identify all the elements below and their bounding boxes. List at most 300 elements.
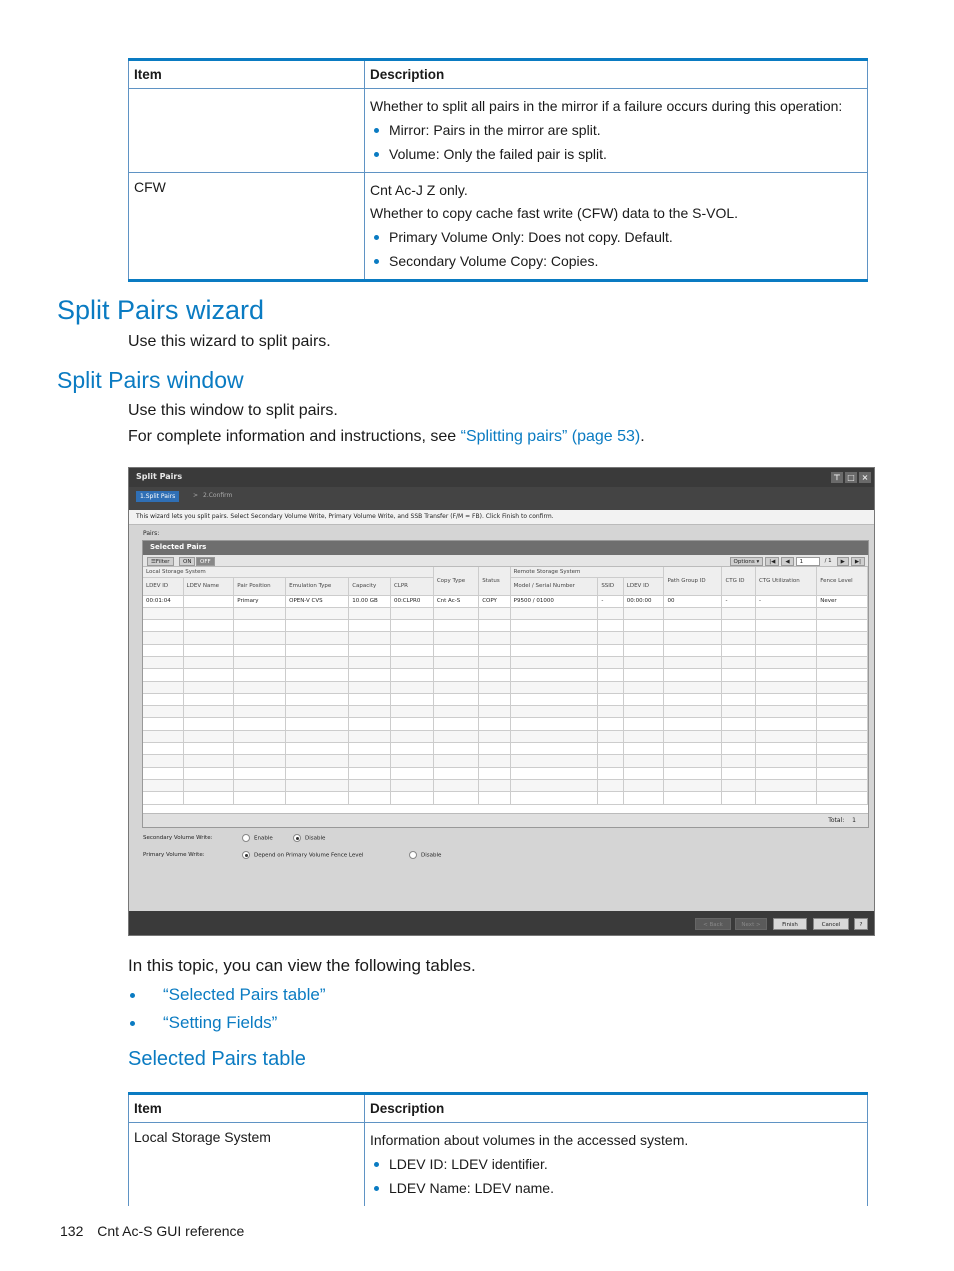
grid-cell-empty — [234, 706, 286, 718]
page-number: 132 — [60, 1223, 84, 1239]
cancel-button[interactable]: Cancel — [813, 918, 849, 930]
grid-cell-empty — [433, 743, 478, 755]
col-header[interactable]: Pair Position — [234, 577, 286, 595]
grid-cell-empty — [722, 755, 755, 767]
grid-cell-empty — [143, 743, 183, 755]
table-header-description: Description — [365, 1094, 868, 1123]
grid-cell-empty — [755, 607, 816, 619]
grid-cell-empty — [755, 792, 816, 804]
grid-cell-empty — [623, 718, 664, 730]
table-row — [129, 1123, 868, 1207]
grid-cell-empty — [664, 718, 722, 730]
grid-cell-empty — [664, 792, 722, 804]
svw-disable-option[interactable] — [293, 834, 325, 842]
grid-cell-empty — [479, 779, 510, 791]
splitting-pairs-link[interactable]: “Splitting pairs” (page 53) — [460, 428, 641, 445]
grid-cell-empty — [598, 779, 623, 791]
grid-cell-empty — [390, 656, 433, 668]
grid-cell-empty — [623, 767, 664, 779]
grid-cell-empty — [817, 755, 868, 767]
pvw-disable-option[interactable] — [409, 851, 441, 859]
col-header[interactable]: Fence Level — [817, 567, 868, 595]
grid-cell-empty — [433, 607, 478, 619]
step-split-pairs: 1.Split Pairs — [136, 491, 179, 502]
grid-cell-empty — [390, 632, 433, 644]
split-pairs-wizard-heading: Split Pairs wizard — [57, 295, 265, 325]
col-header[interactable]: Capacity — [349, 577, 391, 595]
grid-cell-empty — [598, 656, 623, 668]
svw-enable-label: Enable — [254, 835, 273, 842]
help-icon[interactable]: ? — [854, 918, 868, 930]
grid-cell: Cnt Ac-S — [433, 595, 478, 607]
grid-cell-empty — [183, 620, 234, 632]
list-item: Volume: Only the failed pair is split. — [370, 142, 862, 166]
grid-cell-empty — [183, 792, 234, 804]
table-header-item: Item — [129, 1094, 365, 1123]
grid-cell-empty — [755, 693, 816, 705]
grid-cell-empty — [349, 706, 391, 718]
grid-cell: - — [598, 595, 623, 607]
finish-button[interactable]: Finish — [773, 918, 807, 930]
grid-cell-empty — [623, 644, 664, 656]
grid-cell-empty — [286, 669, 349, 681]
grid-cell-empty — [234, 632, 286, 644]
grid-cell-empty — [598, 743, 623, 755]
svw-enable-option[interactable] — [242, 834, 273, 842]
grid-cell-empty — [755, 620, 816, 632]
pin-icon[interactable]: ⊤ — [831, 472, 843, 483]
group-remote-storage: Remote Storage System — [510, 567, 664, 577]
grid-cell-empty — [286, 792, 349, 804]
grid-cell-empty — [722, 743, 755, 755]
grid-cell-empty — [390, 767, 433, 779]
grid-cell-empty — [623, 779, 664, 791]
grid-cell-empty — [755, 644, 816, 656]
grid-cell-empty — [510, 718, 598, 730]
grid-cell-empty — [664, 706, 722, 718]
grid-cell-empty — [817, 644, 868, 656]
grid-cell-empty — [390, 693, 433, 705]
grid-cell-empty — [286, 607, 349, 619]
filter-on-toggle[interactable]: ON — [179, 557, 195, 566]
pairs-label: Pairs: — [143, 530, 160, 537]
grid-cell-empty — [623, 656, 664, 668]
grid-cell-empty — [143, 730, 183, 742]
grid-cell: COPY — [479, 595, 510, 607]
col-header[interactable]: Status — [479, 567, 510, 595]
grid-cell: 00:01:04 — [143, 595, 183, 607]
table-row-empty — [143, 607, 868, 619]
grid-cell-empty — [598, 755, 623, 767]
table-row — [129, 173, 868, 281]
table-row-empty — [143, 779, 868, 791]
grid-cell-empty — [390, 681, 433, 693]
grid-cell-empty — [755, 656, 816, 668]
grid-cell-empty — [817, 669, 868, 681]
grid-cell-empty — [234, 669, 286, 681]
table-row-empty — [143, 656, 868, 668]
table-row-empty — [143, 755, 868, 767]
grid-cell-empty — [510, 693, 598, 705]
grid-cell-empty — [183, 632, 234, 644]
last-page-icon[interactable]: ▶| — [851, 557, 865, 566]
selected-pairs-table-link[interactable]: “Selected Pairs table” — [163, 985, 326, 1004]
grid-cell-empty — [598, 767, 623, 779]
grid-cell-empty — [623, 632, 664, 644]
selected-pairs-title: Selected Pairs — [143, 541, 868, 555]
grid-cell-empty — [349, 632, 391, 644]
grid-cell-empty — [234, 718, 286, 730]
grid-cell-empty — [183, 743, 234, 755]
grid-cell-empty — [143, 693, 183, 705]
col-header[interactable]: LDEV ID — [623, 577, 664, 595]
grid-cell-empty — [390, 792, 433, 804]
grid-cell-empty — [286, 718, 349, 730]
col-header[interactable]: LDEV Name — [183, 577, 234, 595]
window-info — [128, 428, 645, 446]
grid-cell-empty — [510, 743, 598, 755]
radio-icon[interactable] — [409, 851, 417, 859]
primary-volume-write-label: Primary Volume Write: — [143, 852, 205, 858]
grid-cell-empty — [433, 681, 478, 693]
grid-cell-empty — [433, 706, 478, 718]
table-row-empty — [143, 644, 868, 656]
grid-cell-empty — [349, 792, 391, 804]
back-button[interactable]: < Back — [695, 918, 731, 930]
radio-icon[interactable] — [242, 834, 250, 842]
grid-cell-empty — [510, 656, 598, 668]
grid-cell-empty — [143, 718, 183, 730]
grid-cell-empty — [510, 767, 598, 779]
grid-cell-empty — [623, 693, 664, 705]
group-local-storage: Local Storage System — [143, 567, 433, 577]
grid-cell-empty — [598, 644, 623, 656]
grid-cell-empty — [183, 644, 234, 656]
grid-cell-empty — [510, 779, 598, 791]
wizard-description: This wizard lets you split pairs. Select Secondary Volume Write, Primary Volume Write, and SSB Transfer (F/M = FB). Click Finish to confirm. — [129, 510, 874, 525]
list-item: LDEV Name: LDEV name. — [370, 1176, 862, 1200]
table-row-empty — [143, 730, 868, 742]
grid-cell-empty — [433, 656, 478, 668]
grid-cell-empty — [183, 755, 234, 767]
grid-cell-empty — [510, 755, 598, 767]
pvw-disable-label: Disable — [421, 852, 442, 859]
grid-cell-empty — [349, 779, 391, 791]
grid-cell-empty — [598, 669, 623, 681]
dialog-titlebar — [129, 468, 874, 487]
grid-cell-empty — [722, 706, 755, 718]
grid-cell-empty — [722, 656, 755, 668]
grid-cell-empty — [479, 792, 510, 804]
grid-cell-empty — [390, 743, 433, 755]
col-header[interactable]: CTG Utilization — [755, 567, 816, 595]
grid-cell-empty — [183, 607, 234, 619]
total-bar — [143, 813, 868, 827]
grid-cell-empty — [479, 669, 510, 681]
grid-cell-empty — [510, 669, 598, 681]
grid-cell: 10.00 GB — [349, 595, 391, 607]
grid-cell-empty — [817, 693, 868, 705]
grid-cell-empty — [143, 644, 183, 656]
dialog-title: Split Pairs — [136, 472, 183, 481]
setting-fields-link[interactable]: “Setting Fields” — [163, 1013, 278, 1032]
grid-cell-empty — [817, 632, 868, 644]
grid-cell: 00 — [664, 595, 722, 607]
filter-off-toggle[interactable]: OFF — [196, 557, 215, 566]
grid-cell-empty — [183, 669, 234, 681]
split-pairs-window-heading: Split Pairs window — [57, 367, 244, 393]
grid-cell-empty — [433, 730, 478, 742]
grid-cell-empty — [664, 767, 722, 779]
table-cell-description — [365, 1123, 868, 1207]
col-header[interactable]: LDEV ID — [143, 577, 183, 595]
grid-cell-empty — [479, 755, 510, 767]
grid-cell-empty — [183, 730, 234, 742]
table-row-empty — [143, 718, 868, 730]
grid-cell-empty — [755, 718, 816, 730]
grid-cell-empty — [143, 792, 183, 804]
list-item: Secondary Volume Copy: Copies. — [370, 249, 862, 273]
grid-cell-empty — [433, 620, 478, 632]
grid-cell-empty — [623, 730, 664, 742]
col-header[interactable]: CLPR — [390, 577, 433, 595]
grid-cell-empty — [664, 656, 722, 668]
grid-cell-empty — [722, 620, 755, 632]
grid-cell-empty — [286, 693, 349, 705]
grid-cell: 00:CLPR0 — [390, 595, 433, 607]
grid-cell-empty — [664, 644, 722, 656]
description-text: Whether to copy cache fast write (CFW) data to the S-VOL. — [370, 205, 739, 221]
grid-cell-empty — [510, 681, 598, 693]
grid-cell-empty — [598, 620, 623, 632]
grid-cell-empty — [479, 706, 510, 718]
selected-pairs-panel — [142, 540, 869, 828]
grid-cell-empty — [390, 607, 433, 619]
grid-cell-empty — [433, 632, 478, 644]
grid-cell-empty — [286, 620, 349, 632]
grid-cell-empty — [817, 706, 868, 718]
table-header-item: Item — [129, 60, 365, 89]
grid-cell-empty — [433, 767, 478, 779]
grid-cell-empty — [722, 607, 755, 619]
grid-cell-empty — [234, 767, 286, 779]
grid-cell-empty — [183, 693, 234, 705]
table-row-empty — [143, 792, 868, 804]
description-text: Information about volumes in the accessed system. — [370, 1132, 689, 1148]
grid-cell-empty — [510, 607, 598, 619]
step-confirm: 2.Confirm — [203, 492, 233, 499]
grid-cell-empty — [433, 779, 478, 791]
grid-cell-empty — [349, 644, 391, 656]
next-button[interactable]: Next > — [735, 918, 767, 930]
split-pairs-screenshot — [128, 467, 875, 936]
filter-button[interactable]: ☰Filter — [147, 557, 174, 566]
grid-cell-empty — [143, 779, 183, 791]
grid-cell-empty — [433, 718, 478, 730]
grid-cell-empty — [623, 755, 664, 767]
grid-cell-empty — [349, 693, 391, 705]
col-header[interactable]: CTG ID — [722, 567, 755, 595]
table-cell-item — [129, 89, 365, 173]
grid-cell-empty — [433, 693, 478, 705]
grid-cell-empty — [598, 607, 623, 619]
table-row-empty — [143, 620, 868, 632]
prev-page-icon[interactable]: ◀ — [781, 557, 793, 566]
grid-cell-empty — [234, 693, 286, 705]
grid-cell-empty — [286, 779, 349, 791]
grid-cell-empty — [390, 730, 433, 742]
first-page-icon[interactable]: |◀ — [765, 557, 779, 566]
grid-cell-empty — [286, 681, 349, 693]
grid-cell-empty — [286, 730, 349, 742]
grid-cell-empty — [664, 755, 722, 767]
grid-cell-empty — [234, 755, 286, 767]
selected-pairs-table-heading: Selected Pairs table — [128, 1048, 306, 1070]
grid-cell-empty — [623, 620, 664, 632]
table-row-empty — [143, 669, 868, 681]
grid-cell-empty — [722, 730, 755, 742]
grid-cell-empty — [234, 681, 286, 693]
list-item: LDEV ID: LDEV identifier. — [370, 1152, 862, 1176]
grid-cell-empty — [479, 743, 510, 755]
grid-cell-empty — [510, 792, 598, 804]
grid-cell-empty — [479, 681, 510, 693]
grid-cell-empty — [234, 644, 286, 656]
grid-cell-empty — [349, 743, 391, 755]
grid-cell-empty — [598, 792, 623, 804]
grid-cell-empty — [722, 681, 755, 693]
grid-cell-empty — [817, 681, 868, 693]
col-header[interactable]: Path Group ID — [664, 567, 722, 595]
grid-cell-empty — [286, 767, 349, 779]
page-total: / 1 — [824, 558, 832, 564]
grid-cell-empty — [623, 706, 664, 718]
description-text: Cnt Ac-J Z only. — [370, 182, 468, 198]
col-header[interactable]: SSID — [598, 577, 623, 595]
col-header[interactable]: Model / Serial Number — [510, 577, 598, 595]
grid-cell-empty — [755, 743, 816, 755]
grid-cell-empty — [755, 681, 816, 693]
grid-cell-empty — [598, 632, 623, 644]
grid-cell-empty — [479, 730, 510, 742]
grid-cell: Primary — [234, 595, 286, 607]
grid-cell-empty — [234, 607, 286, 619]
grid-cell-empty — [349, 767, 391, 779]
grid-cell-empty — [817, 743, 868, 755]
grid-cell-empty — [755, 706, 816, 718]
grid-cell-empty — [183, 706, 234, 718]
grid-cell-empty — [479, 767, 510, 779]
grid-cell-empty — [143, 767, 183, 779]
grid-cell-empty — [234, 779, 286, 791]
grid-cell-empty — [390, 755, 433, 767]
grid-cell-empty — [479, 644, 510, 656]
grid-cell-empty — [755, 779, 816, 791]
table-row-empty — [143, 681, 868, 693]
col-header[interactable]: Emulation Type — [286, 577, 349, 595]
total-value: 1 — [852, 817, 856, 824]
list-item: Mirror: Pairs in the mirror are split. — [370, 118, 862, 142]
table-row[interactable] — [143, 595, 868, 607]
grid-cell-empty — [183, 718, 234, 730]
list-item — [128, 981, 326, 1009]
grid-cell — [183, 595, 234, 607]
grid-cell-empty — [286, 656, 349, 668]
grid-cell-empty — [510, 620, 598, 632]
maximize-icon[interactable]: □ — [845, 472, 857, 483]
table-header-description: Description — [365, 60, 868, 89]
grid-cell-empty — [143, 755, 183, 767]
pvw-depend-option[interactable] — [242, 851, 363, 859]
grid-cell-empty — [598, 730, 623, 742]
pvw-depend-label: Depend on Primary Volume Fence Level — [254, 852, 364, 859]
grid-cell-empty — [183, 779, 234, 791]
grid-cell-empty — [510, 706, 598, 718]
grid-cell-empty — [479, 632, 510, 644]
grid-cell-empty — [664, 632, 722, 644]
grid-cell: P9500 / 01000 — [510, 595, 598, 607]
radio-selected-icon[interactable] — [293, 834, 301, 842]
window-intro: Use this window to split pairs. — [128, 402, 338, 419]
grid-cell-empty — [664, 669, 722, 681]
table-row-empty — [143, 693, 868, 705]
grid-cell-empty — [623, 792, 664, 804]
grid-cell-empty — [143, 632, 183, 644]
grid-cell-empty — [598, 718, 623, 730]
grid-cell-empty — [433, 792, 478, 804]
grid-cell-empty — [390, 669, 433, 681]
grid-cell-empty — [286, 644, 349, 656]
grid-cell-empty — [183, 681, 234, 693]
grid-cell-empty — [755, 755, 816, 767]
grid-cell-empty — [143, 681, 183, 693]
grid-cell-empty — [722, 644, 755, 656]
grid-cell-empty — [183, 767, 234, 779]
grid-cell-empty — [286, 755, 349, 767]
grid-cell-empty — [722, 779, 755, 791]
grid-cell: OPEN-V CVS — [286, 595, 349, 607]
radio-selected-icon[interactable] — [242, 851, 250, 859]
total-label: Total: — [828, 817, 845, 824]
grid-cell-empty — [390, 644, 433, 656]
grid-cell-empty — [479, 718, 510, 730]
grid-cell-empty — [479, 607, 510, 619]
col-header[interactable]: Copy Type — [433, 567, 478, 595]
grid-cell-empty — [349, 718, 391, 730]
footer-title: Cnt Ac-S GUI reference — [97, 1223, 245, 1239]
grid-cell-empty — [143, 656, 183, 668]
grid-cell-empty — [349, 730, 391, 742]
description-text: Whether to split all pairs in the mirror if a failure occurs during this operation: — [370, 98, 843, 114]
grid-cell-empty — [817, 718, 868, 730]
grid-cell-empty — [755, 767, 816, 779]
grid-cell: 00:00:00 — [623, 595, 664, 607]
grid-cell-empty — [143, 607, 183, 619]
grid-cell-empty — [817, 607, 868, 619]
grid-cell-empty — [722, 632, 755, 644]
secondary-volume-write-label: Secondary Volume Write: — [143, 835, 213, 841]
grid-cell-empty — [817, 779, 868, 791]
grid-cell-empty — [664, 607, 722, 619]
options-button[interactable]: Options ▾ — [730, 557, 764, 566]
next-page-icon[interactable]: ▶ — [837, 557, 849, 566]
step-separator: > — [193, 492, 199, 499]
grid-cell: Never — [817, 595, 868, 607]
grid-cell-empty — [286, 706, 349, 718]
close-icon[interactable]: × — [859, 472, 871, 483]
page-input[interactable]: 1 — [796, 557, 820, 566]
grid-cell-empty — [598, 681, 623, 693]
